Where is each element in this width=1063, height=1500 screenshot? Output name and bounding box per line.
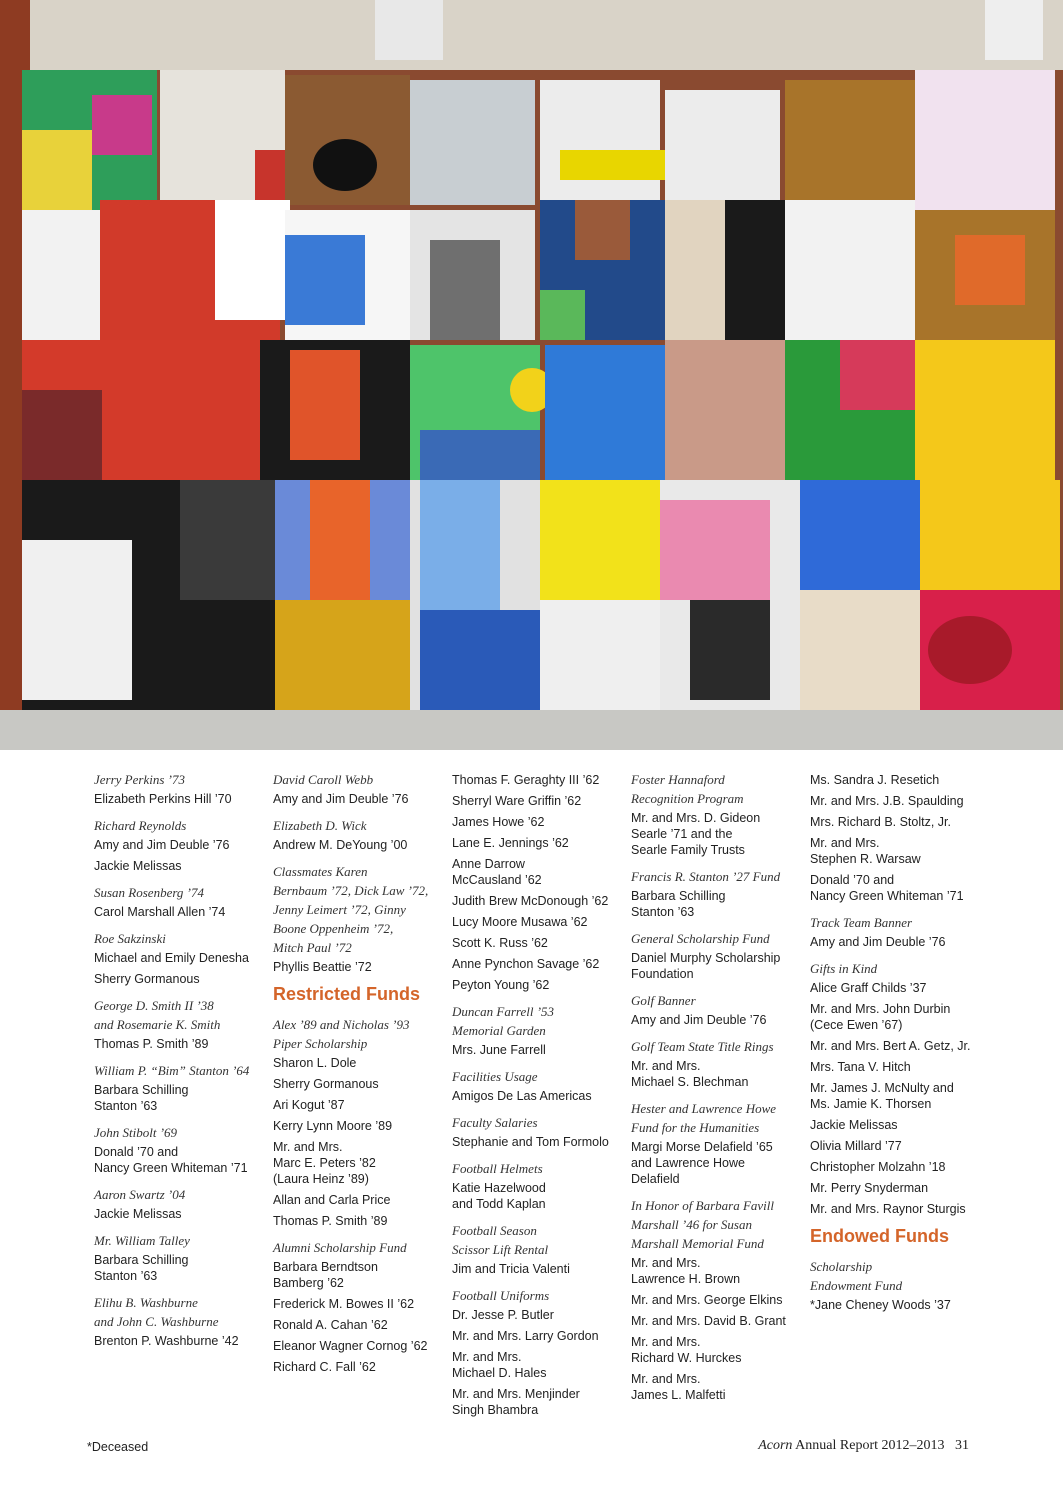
- honoree-name: Foster Hannaford Recognition Program: [631, 772, 744, 806]
- donor-name: Mr. and Mrs. George Elkins: [631, 1293, 783, 1307]
- section-heading: Restricted Funds: [273, 984, 421, 1004]
- donor-name: Mr. and Mrs. Raynor Sturgis: [810, 1202, 966, 1216]
- donor-entry: [810, 913, 982, 950]
- donor-entry: [94, 929, 266, 987]
- honoree-name: Golf Team State Title Rings: [631, 1039, 774, 1054]
- honoree-name: Elihu B. Washburne and John C. Washburne: [94, 1295, 219, 1329]
- donor-name: Barbara Berndtson Bamberg ’62: [273, 1260, 378, 1290]
- donor-name: Donald ’70 and Nancy Green Whiteman ’71: [810, 873, 964, 903]
- donor-name: Mr. and Mrs. Michael D. Hales: [452, 1350, 547, 1380]
- donor-name: Mr. and Mrs. Bert A. Getz, Jr.: [810, 1039, 971, 1053]
- honoree-name: George D. Smith II ’38 and Rosemarie K. Smith: [94, 998, 221, 1032]
- donor-column-1: [94, 770, 266, 1358]
- donor-name: Mrs. Richard B. Stoltz, Jr.: [810, 815, 952, 829]
- donor-name: Mr. James J. McNulty and Ms. Jamie K. Thorsen: [810, 1081, 954, 1111]
- donor-name: Mr. and Mrs. John Durbin (Cece Ewen ’67): [810, 1002, 951, 1032]
- donor-name: Alice Graff Childs ’37: [810, 981, 927, 995]
- honoree-name: Track Team Banner: [810, 915, 913, 930]
- honoree-name: Richard Reynolds: [94, 818, 187, 833]
- honoree-name: John Stibolt ’69: [94, 1125, 178, 1140]
- donor-name: Mr. and Mrs. Richard W. Hurckes: [631, 1335, 742, 1365]
- donor-name: Barbara Schilling Stanton ’63: [94, 1083, 189, 1113]
- donor-entry: [631, 1037, 803, 1090]
- donor-entry: [452, 1286, 624, 1418]
- honoree-name: Classmates Karen Bernbaum ’72, Dick Law ’72, Jenny Leimert ’72, Ginny Boone Oppenheim ’72, Mitch Paul ’72: [273, 864, 429, 955]
- donor-entry: [452, 1067, 624, 1104]
- donor-name: Mrs. June Farrell: [452, 1043, 546, 1057]
- page-footer: [758, 1438, 969, 1454]
- donor-name: Ms. Sandra J. Resetich: [810, 773, 940, 787]
- honoree-name: Football Uniforms: [452, 1288, 550, 1303]
- donor-entry: [94, 1123, 266, 1176]
- donor-name: Mrs. Tana V. Hitch: [810, 1060, 911, 1074]
- donor-entry: [452, 1221, 624, 1277]
- donor-name: Sherry Gormanous: [94, 972, 200, 986]
- donor-name: Jackie Melissas: [810, 1118, 898, 1132]
- donor-name: Anne Pynchon Savage ’62: [452, 957, 600, 971]
- honoree-name: Francis R. Stanton ’27 Fund: [631, 869, 781, 884]
- donor-name: Michael and Emily Denesha: [94, 951, 249, 965]
- donor-entry: [452, 1113, 624, 1150]
- donor-column-3: [452, 770, 624, 1427]
- honoree-name: Roe Sakzinski: [94, 931, 166, 946]
- donor-name: Mr. and Mrs. James L. Malfetti: [631, 1372, 726, 1402]
- donor-entry: [631, 1099, 803, 1187]
- donor-name: Mr. Perry Snyderman: [810, 1181, 929, 1195]
- honoree-name: Golf Banner: [631, 993, 696, 1008]
- donor-name: Jim and Tricia Valenti: [452, 1262, 570, 1276]
- donor-name: Mr. and Mrs. David B. Grant: [631, 1314, 786, 1328]
- donor-entry: [810, 772, 982, 904]
- donor-name: Mr. and Mrs. J.B. Spaulding: [810, 794, 964, 808]
- donor-name: Jackie Melissas: [94, 859, 182, 873]
- donor-entry: [273, 770, 445, 807]
- donor-entry: [810, 1257, 982, 1313]
- donor-name: Lucy Moore Musawa ’62: [452, 915, 588, 929]
- donor-entry: [273, 816, 445, 853]
- donor-name: Stephanie and Tom Formolo: [452, 1135, 609, 1149]
- donor-name: Elizabeth Perkins Hill ’70: [94, 792, 232, 806]
- donor-name: Sherry Gormanous: [273, 1077, 379, 1091]
- honoree-name: General Scholarship Fund: [631, 931, 770, 946]
- donor-entry: [94, 996, 266, 1052]
- honoree-name: Jerry Perkins ’73: [94, 772, 185, 787]
- donor-column-4: [631, 770, 803, 1412]
- donor-name: Amy and Jim Deuble ’76: [810, 935, 946, 949]
- donor-name: Sherryl Ware Griffin ’62: [452, 794, 582, 808]
- honoree-name: Alex ’89 and Nicholas ’93 Piper Scholarship: [273, 1017, 410, 1051]
- donor-name: Lane E. Jennings ’62: [452, 836, 569, 850]
- donor-entry: [631, 770, 803, 858]
- donor-entry: [452, 1002, 624, 1058]
- donor-column-2: [273, 770, 445, 1384]
- donor-name: Carol Marshall Allen ’74: [94, 905, 226, 919]
- donor-name: Thomas P. Smith ’89: [273, 1214, 388, 1228]
- donor-name: Amigos De Las Americas: [452, 1089, 592, 1103]
- honoree-name: Gifts in Kind: [810, 961, 878, 976]
- donor-name: Olivia Millard ’77: [810, 1139, 902, 1153]
- donor-name: Brenton P. Washburne ’42: [94, 1334, 239, 1348]
- honoree-name: Football Helmets: [452, 1161, 543, 1176]
- donor-name: Anne Darrow McCausland ’62: [452, 857, 542, 887]
- donor-name: *Jane Cheney Woods ’37: [810, 1298, 951, 1312]
- donor-entry: [631, 991, 803, 1028]
- donor-name: James Howe ’62: [452, 815, 545, 829]
- donor-entry: [94, 816, 266, 874]
- donor-entry: [631, 867, 803, 920]
- publication-name: Acorn: [758, 1438, 793, 1453]
- deceased-note: *Deceased: [87, 1440, 149, 1454]
- donor-entry: [273, 1238, 445, 1375]
- donor-entry: [631, 1196, 803, 1403]
- donor-entry: [810, 959, 982, 1217]
- honoree-name: Mr. William Talley: [94, 1233, 190, 1248]
- honoree-name: Football Season Scissor Lift Rental: [452, 1223, 549, 1257]
- honoree-name: William P. “Bim” Stanton ’64: [94, 1063, 250, 1078]
- donor-entry: [273, 862, 445, 975]
- donor-entry: [94, 883, 266, 920]
- honoree-name: David Caroll Webb: [273, 772, 374, 787]
- donor-entry: [452, 1159, 624, 1212]
- donor-column-5: [810, 770, 982, 1322]
- honoree-name: Duncan Farrell ’53 Memorial Garden: [452, 1004, 555, 1038]
- page-number: 31: [955, 1438, 969, 1453]
- donor-entry: [94, 1231, 266, 1284]
- donor-entry: [94, 770, 266, 807]
- donor-name: Donald ’70 and Nancy Green Whiteman ’71: [94, 1145, 248, 1175]
- donor-name: Dr. Jesse P. Butler: [452, 1308, 554, 1322]
- donor-entry: [94, 1293, 266, 1349]
- donor-name: Eleanor Wagner Cornog ’62: [273, 1339, 428, 1353]
- report-title: Annual Report 2012–2013: [795, 1438, 945, 1453]
- donor-name: Ronald A. Cahan ’62: [273, 1318, 388, 1332]
- donor-name: Katie Hazelwood and Todd Kaplan: [452, 1181, 546, 1211]
- honoree-name: Scholarship Endowment Fund: [810, 1259, 903, 1293]
- donor-name: Richard C. Fall ’62: [273, 1360, 376, 1374]
- donor-name: Margi Morse Delafield ’65 and Lawrence Howe Delafield: [631, 1140, 773, 1186]
- donor-name: Thomas F. Geraghty III ’62: [452, 773, 600, 787]
- donor-name: Thomas P. Smith ’89: [94, 1037, 209, 1051]
- donor-name: Mr. and Mrs. Lawrence H. Brown: [631, 1256, 741, 1286]
- donor-name: Mr. and Mrs. Marc E. Peters ’82 (Laura Heinz ’89): [273, 1140, 376, 1186]
- donor-name: Allan and Carla Price: [273, 1193, 391, 1207]
- honoree-name: Susan Rosenberg ’74: [94, 885, 205, 900]
- donor-name: Scott K. Russ ’62: [452, 936, 548, 950]
- honoree-name: Faculty Salaries: [452, 1115, 538, 1130]
- donor-name: Phyllis Beattie ’72: [273, 960, 372, 974]
- donor-name: Ari Kogut ’87: [273, 1098, 345, 1112]
- donor-name: Jackie Melissas: [94, 1207, 182, 1221]
- donor-entry: [273, 1015, 445, 1229]
- donor-name: Mr. and Mrs. Michael S. Blechman: [631, 1059, 749, 1089]
- honoree-name: Aaron Swartz ’04: [94, 1187, 186, 1202]
- honoree-name: In Honor of Barbara Favill Marshall ’46 for Susan Marshall Memorial Fund: [631, 1198, 774, 1251]
- donor-name: Christopher Molzahn ’18: [810, 1160, 946, 1174]
- honoree-name: Elizabeth D. Wick: [273, 818, 367, 833]
- donor-name: Amy and Jim Deuble ’76: [94, 838, 230, 852]
- donor-name: Mr. and Mrs. Stephen R. Warsaw: [810, 836, 921, 866]
- honoree-name: Alumni Scholarship Fund: [273, 1240, 407, 1255]
- section-heading: Endowed Funds: [810, 1226, 949, 1246]
- donor-entry: [631, 929, 803, 982]
- honoree-name: Hester and Lawrence Howe Fund for the Humanities: [631, 1101, 777, 1135]
- donor-name: Mr. and Mrs. Larry Gordon: [452, 1329, 599, 1343]
- donor-name: Peyton Young ’62: [452, 978, 550, 992]
- donor-name: Amy and Jim Deuble ’76: [273, 792, 409, 806]
- donor-name: Barbara Schilling Stanton ’63: [94, 1253, 189, 1283]
- donor-name: Kerry Lynn Moore ’89: [273, 1119, 393, 1133]
- donor-name: Mr. and Mrs. D. Gideon Searle ’71 and the Searle Family Trusts: [631, 811, 761, 857]
- donor-name: Amy and Jim Deuble ’76: [631, 1013, 767, 1027]
- donor-name: Daniel Murphy Scholarship Foundation: [631, 951, 781, 981]
- donor-entry: [452, 772, 624, 993]
- donor-name: Andrew M. DeYoung ’00: [273, 838, 408, 852]
- donor-name: Mr. and Mrs. Menjinder Singh Bhambra: [452, 1387, 580, 1417]
- donor-name: Sharon L. Dole: [273, 1056, 357, 1070]
- donor-entry: [94, 1185, 266, 1222]
- honoree-name: Facilities Usage: [452, 1069, 538, 1084]
- donor-name: Barbara Schilling Stanton ’63: [631, 889, 726, 919]
- donor-entry: [94, 1061, 266, 1114]
- donor-name: Frederick M. Bowes II ’62: [273, 1297, 415, 1311]
- donor-name: Judith Brew McDonough ’62: [452, 894, 609, 908]
